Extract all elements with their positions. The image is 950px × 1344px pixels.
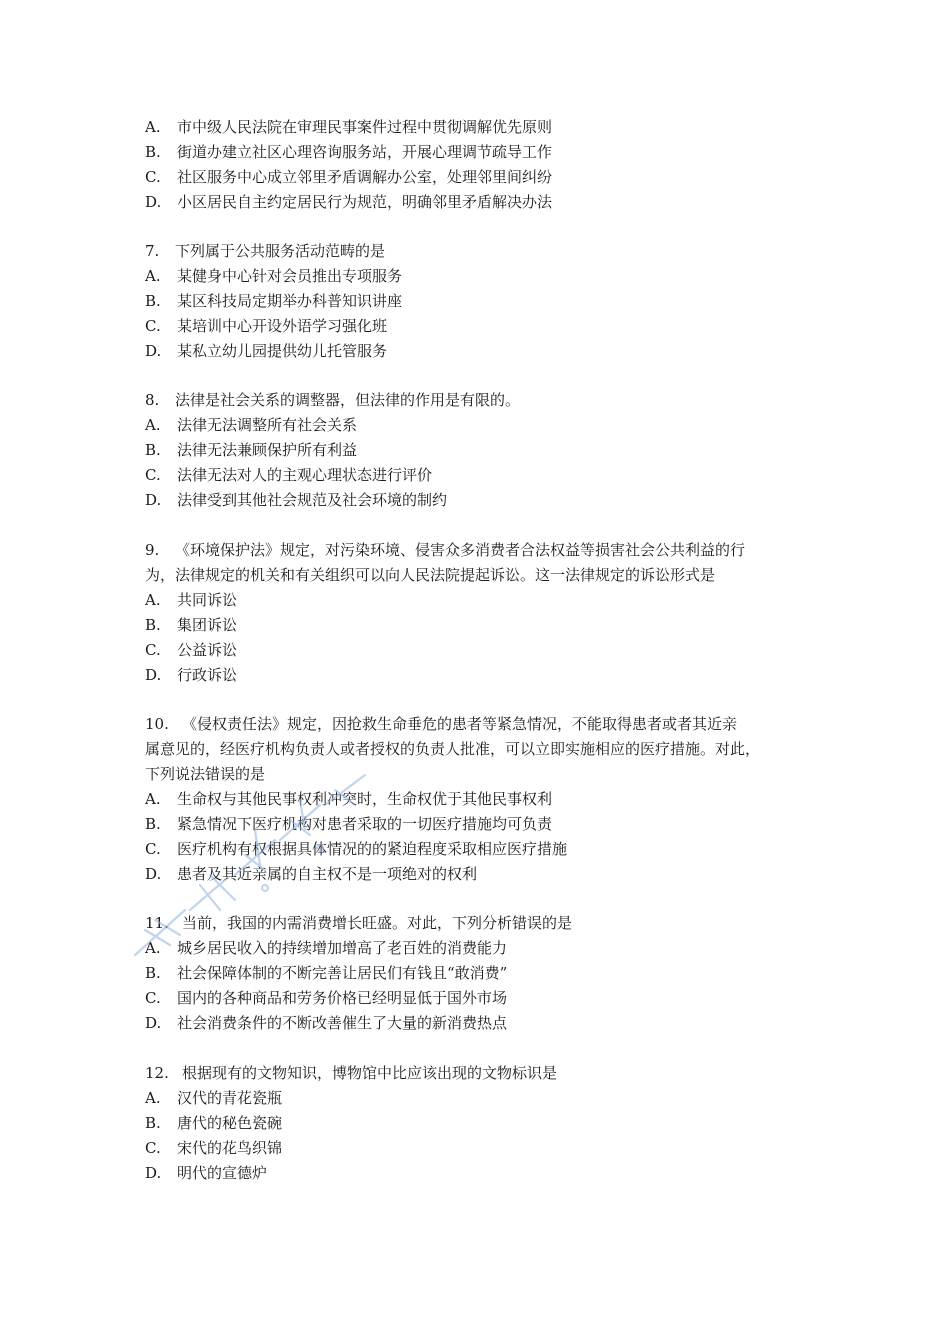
option-letter: A. [145,416,161,434]
option-text: 公益诉讼 [177,641,238,659]
option-letter: C. [145,317,161,335]
question-number: 12. [145,1064,169,1082]
option-a [145,787,810,812]
question-number: 7. [145,242,160,260]
option-text: 市中级人民法院在审理民事案件过程中贯彻调解优先原则 [177,118,553,136]
option-text: 社会消费条件的不断改善催生了大量的新消费热点 [177,1014,508,1032]
option-letter: B. [145,143,161,161]
question-number: 11. [145,914,169,932]
option-text: 街道办建立社区心理咨询服务站，开展心理调节疏导工作 [177,143,553,161]
option-text: 紧急情况下医疗机构对患者采取的一切医疗措施均可负责 [177,815,553,833]
option-letter: D. [145,1014,162,1032]
option-letter: B. [145,964,161,982]
option-c [145,986,810,1011]
question-stem [145,1061,810,1086]
option-b [145,613,810,638]
option-c [145,1136,810,1161]
question-9 [145,538,810,688]
option-text: 某区科技局定期举办科普知识讲座 [177,292,403,310]
question-10 [145,712,810,887]
option-letter: C. [145,466,161,484]
option-letter: A. [145,267,161,285]
option-b [145,438,810,463]
option-letter: A. [145,591,161,609]
option-letter: C. [145,641,161,659]
option-d [145,1011,810,1036]
option-a [145,115,810,140]
question-11 [145,911,810,1036]
option-letter: C. [145,989,161,1007]
option-letter: C. [145,1139,161,1157]
option-text: 某私立幼儿园提供幼儿托管服务 [177,342,388,360]
option-letter: D. [145,193,162,211]
option-a [145,1086,810,1111]
question-stem-continued: 下列说法错误的是 [145,765,266,783]
question-6-options [145,115,810,215]
option-text: 法律受到其他社会规范及社会环境的制约 [177,491,448,509]
option-text: 法律无法兼顾保护所有利益 [177,441,358,459]
option-c [145,165,810,190]
option-d [145,339,810,364]
option-text: 医疗机构有权根据具体情况的的紧迫程度采取相应医疗措施 [177,840,568,858]
option-c [145,837,810,862]
option-d [145,488,810,513]
option-letter: B. [145,815,161,833]
option-text: 明代的宣德炉 [177,1164,268,1182]
option-letter: B. [145,1114,161,1132]
option-text: 社会保障体制的不断完善让居民们有钱且“敢消费” [177,964,508,982]
option-text: 唐代的秘色瓷碗 [177,1114,283,1132]
question-stem [145,911,810,936]
question-number: 8. [145,391,160,409]
option-d [145,862,810,887]
option-text: 法律无法对人的主观心理状态进行评价 [177,466,433,484]
option-letter: D. [145,865,162,883]
option-d [145,663,810,688]
option-c [145,463,810,488]
question-number: 10. [145,715,169,733]
option-b [145,1111,810,1136]
option-c [145,638,810,663]
option-letter: A. [145,118,161,136]
question-stem [145,538,810,563]
question-stem-continued: 为，法律规定的机关和有关组织可以向人民法院提起诉讼。这一法律规定的诉讼形式是 [145,566,716,584]
question-12 [145,1061,810,1186]
option-text: 生命权与其他民事权利冲突时，生命权优于其他民事权利 [177,790,553,808]
option-b [145,140,810,165]
option-text: 某健身中心针对会员推出专项服务 [177,267,403,285]
option-text: 某培训中心开设外语学习强化班 [177,317,388,335]
option-a [145,413,810,438]
option-c [145,314,810,339]
option-a [145,264,810,289]
question-stem [145,712,810,737]
question-text: 下列属于公共服务活动范畴的是 [175,242,386,260]
question-8 [145,388,810,513]
option-text: 集团诉讼 [177,616,238,634]
option-letter: D. [145,491,162,509]
question-text: 当前，我国的内需消费增长旺盛。对此，下列分析错误的是 [182,914,573,932]
option-a [145,936,810,961]
option-b [145,961,810,986]
option-letter: A. [145,1089,161,1107]
option-letter: B. [145,292,161,310]
option-text: 共同诉讼 [177,591,238,609]
option-text: 国内的各种商品和劳务价格已经明显低于国外市场 [177,989,508,1007]
option-letter: B. [145,616,161,634]
option-a [145,588,810,613]
option-letter: A. [145,939,161,957]
option-letter: A. [145,790,161,808]
option-d [145,190,810,215]
question-stem [145,388,810,413]
option-letter: D. [145,342,162,360]
option-b [145,812,810,837]
option-text: 汉代的青花瓷瓶 [177,1089,283,1107]
option-b [145,289,810,314]
question-7 [145,239,810,364]
option-text: 小区居民自主约定居民行为规范，明确邻里矛盾解决办法 [177,193,553,211]
option-letter: C. [145,168,161,186]
question-stem-continued: 属意见的，经医疗机构负责人或者授权的负责人批准，可以立即实施相应的医疗措施。对此， [145,740,761,758]
question-text: 《环境保护法》规定，对污染环境、侵害众多消费者合法权益等损害社会公共利益的行 [175,541,746,559]
option-text: 社区服务中心成立邻里矛盾调解办公室，处理邻里间纠纷 [177,168,553,186]
question-text: 法律是社会关系的调整器，但法律的作用是有限的。 [175,391,521,409]
option-text: 法律无法调整所有社会关系 [177,416,358,434]
question-text: 《侵权责任法》规定，因抢救生命垂危的患者等紧急情况，不能取得患者或者其近亲 [182,715,738,733]
option-text: 宋代的花鸟织锦 [177,1139,283,1157]
option-text: 患者及其近亲属的自主权不是一项绝对的权利 [177,865,478,883]
question-number: 9. [145,541,160,559]
option-letter: D. [145,1164,162,1182]
question-stem [145,239,810,264]
option-letter: D. [145,666,162,684]
option-text: 城乡居民收入的持续增加增高了老百姓的消费能力 [177,939,508,957]
option-d [145,1161,810,1186]
option-text: 行政诉讼 [177,666,238,684]
option-letter: C. [145,840,161,858]
question-text: 根据现有的文物知识，博物馆中比应该出现的文物标识是 [182,1064,558,1082]
option-letter: B. [145,441,161,459]
